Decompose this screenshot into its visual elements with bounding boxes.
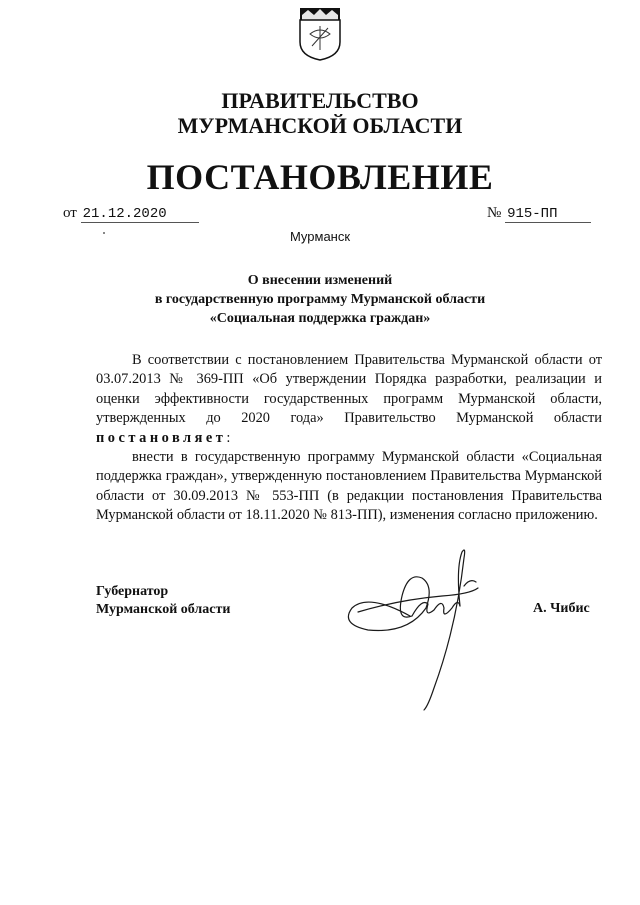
signatory-title [96, 583, 230, 619]
number-prefix: № [487, 205, 502, 221]
decree-body [96, 351, 602, 526]
signatory-title-line-1: Губернатор [96, 584, 169, 599]
body-paragraph-1 [96, 351, 602, 448]
decree-word: постановляет [96, 429, 227, 446]
date-value: 21.12.2020 [81, 206, 199, 223]
decree-number [487, 205, 591, 223]
subject-line-3: «Социальная поддержка граждан» [209, 311, 431, 326]
body-paragraph-2: внести в государственную программу Мурманской области «Социальная поддержка граждан», утвержденную постановлением Правительства Мурманской области от 30.09.2013 № 553-ПП (в редакции постановления Правительства Мурманской области от 18.11.2020 № 813-ПП), изменения согласно приложению. [96, 449, 602, 524]
signatory-title-line-2: Мурманской области [96, 602, 231, 617]
government-line-1: ПРАВИТЕЛЬСТВО [221, 88, 419, 113]
city: Мурманск [289, 229, 351, 244]
decree-date [63, 205, 199, 223]
handwritten-signature-icon [338, 538, 488, 713]
body-paragraph-1-text: В соответствии с постановлением Правительства Мурманской области от 03.07.2013 № 369-ПП «Об утверждении Порядка разработки, реализации и оценки эффективности государственных программ Мурманской области, утвержденных до 2020 года» Правительство Мурманской области [96, 352, 602, 427]
subject-line-2: в государственную программу Мурманской области [154, 292, 486, 307]
government-line-2: МУРМАНСКОЙ ОБЛАСТИ [177, 113, 463, 138]
decree-subject [0, 271, 640, 328]
government-name [0, 88, 640, 138]
number-value: 915-ПП [505, 206, 591, 223]
date-prefix: от [63, 205, 77, 221]
signatory-name: А. Чибис [533, 601, 590, 616]
coat-of-arms-icon [298, 6, 342, 62]
decree-colon: : [226, 429, 231, 446]
decree-title: ПОСТАНОВЛЕНИЕ [146, 157, 494, 197]
subject-line-1: О внесении изменений [247, 273, 393, 288]
